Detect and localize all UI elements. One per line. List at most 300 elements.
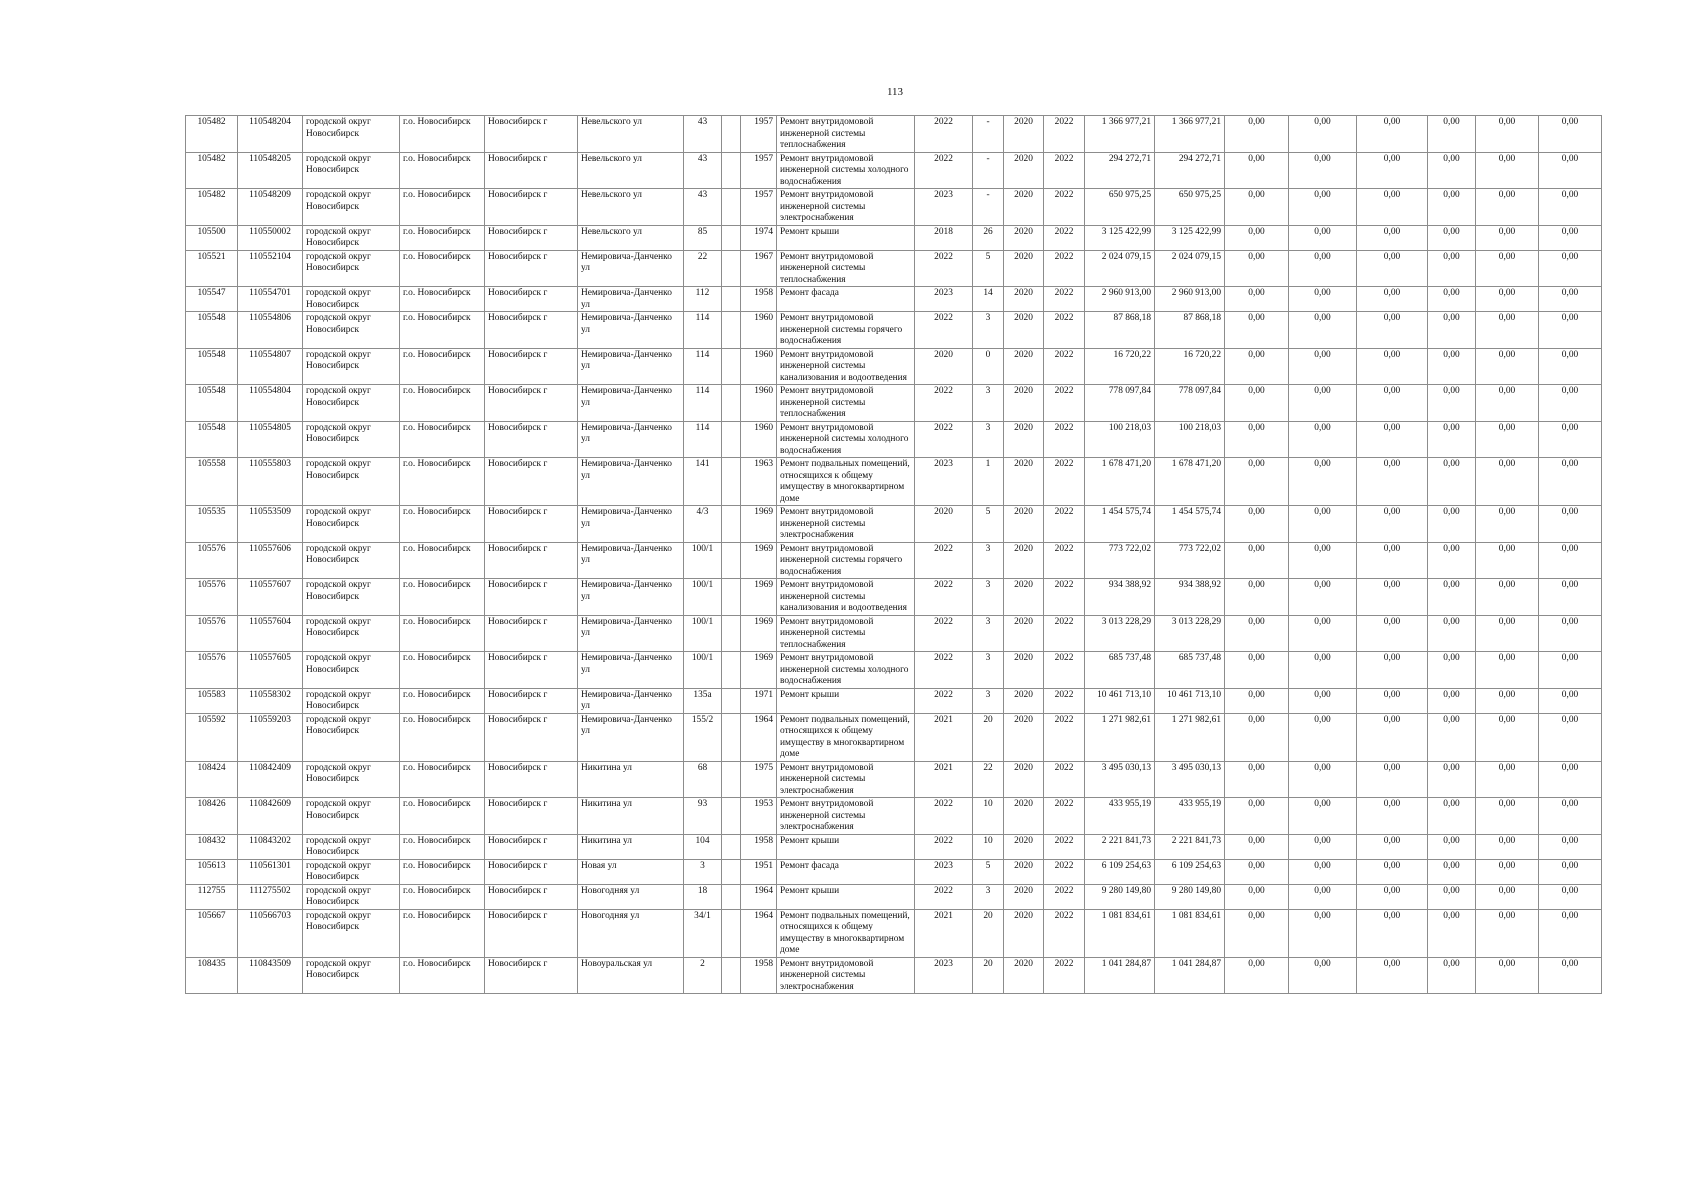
cell-value-3: 0,00	[1357, 859, 1428, 884]
cell-street: Немировича-Данченко ул	[578, 458, 684, 506]
cell-value-1: 0,00	[1225, 385, 1289, 422]
cell-cost-total: 773 722,02	[1085, 542, 1155, 579]
cell-building	[722, 116, 741, 153]
cell-work-type: Ремонт внутридомовой инженерной системы теплоснабжения	[777, 615, 915, 652]
cell-house-number: 104	[684, 834, 722, 859]
cell-value-1: 0,00	[1225, 458, 1289, 506]
cell-value-3: 0,00	[1357, 116, 1428, 153]
cell-cost-total: 778 097,84	[1085, 385, 1155, 422]
cell-value-2: 0,00	[1289, 116, 1357, 153]
cell-value-5: 0,00	[1476, 312, 1539, 349]
cell-street: Немировича-Данченко ул	[578, 506, 684, 543]
cell-value-1: 0,00	[1225, 152, 1289, 189]
cell-cost-fund: 1 271 982,61	[1155, 713, 1225, 761]
cell-cost-fund: 433 955,19	[1155, 798, 1225, 835]
cell-house-number: 43	[684, 152, 722, 189]
cell-year-from: 2020	[1004, 348, 1044, 385]
cell-value-6: 0,00	[1539, 189, 1602, 226]
cell-plan-year: 2023	[915, 957, 973, 994]
cell-municipality: г.о. Новосибирск	[400, 859, 485, 884]
cell-building	[722, 713, 741, 761]
cell-municipality: г.о. Новосибирск	[400, 542, 485, 579]
cell-city: Новосибирск г	[485, 287, 578, 312]
cell-year-built: 1974	[741, 225, 777, 250]
cell-work-code: 110554804	[238, 385, 303, 422]
cell-cost-fund: 685 737,48	[1155, 652, 1225, 689]
cell-plan-year: 2022	[915, 385, 973, 422]
cell-house-id: 105576	[186, 652, 238, 689]
cell-value-5: 0,00	[1476, 542, 1539, 579]
cell-district: городской округ Новосибирск	[303, 579, 400, 616]
cell-work-code: 110557607	[238, 579, 303, 616]
table-row	[186, 116, 1602, 153]
cell-value-3: 0,00	[1357, 542, 1428, 579]
cell-house-id: 105576	[186, 579, 238, 616]
cell-building	[722, 385, 741, 422]
cell-year-from: 2020	[1004, 688, 1044, 713]
cell-house-id: 108432	[186, 834, 238, 859]
cell-value-6: 0,00	[1539, 761, 1602, 798]
cell-building	[722, 152, 741, 189]
cell-year-to: 2022	[1044, 225, 1085, 250]
cell-cost-fund: 294 272,71	[1155, 152, 1225, 189]
cell-house-number: 85	[684, 225, 722, 250]
cell-value-4: 0,00	[1428, 957, 1476, 994]
cell-value-1: 0,00	[1225, 421, 1289, 458]
cell-value-2: 0,00	[1289, 884, 1357, 909]
cell-year-to: 2022	[1044, 116, 1085, 153]
table-row	[186, 287, 1602, 312]
cell-work-type: Ремонт внутридомовой инженерной системы холодного водоснабжения	[777, 152, 915, 189]
cell-value-4: 0,00	[1428, 152, 1476, 189]
cell-year-from: 2020	[1004, 652, 1044, 689]
cell-year-built: 1958	[741, 834, 777, 859]
cell-value-1: 0,00	[1225, 189, 1289, 226]
cell-value-2: 0,00	[1289, 250, 1357, 287]
cell-cost-total: 16 720,22	[1085, 348, 1155, 385]
cell-value-1: 0,00	[1225, 250, 1289, 287]
cell-plan-year: 2022	[915, 798, 973, 835]
cell-cost-fund: 773 722,02	[1155, 542, 1225, 579]
cell-plan-year: 2022	[915, 884, 973, 909]
cell-work-code: 110554806	[238, 312, 303, 349]
cell-cost-total: 3 125 422,99	[1085, 225, 1155, 250]
cell-year-built: 1957	[741, 116, 777, 153]
cell-cost-fund: 1 454 575,74	[1155, 506, 1225, 543]
table-row	[186, 579, 1602, 616]
cell-value-4: 0,00	[1428, 189, 1476, 226]
cell-value-5: 0,00	[1476, 909, 1539, 957]
cell-district: городской округ Новосибирск	[303, 348, 400, 385]
page-number: 113	[886, 86, 904, 98]
cell-work-code: 110554701	[238, 287, 303, 312]
cell-cost-total: 6 109 254,63	[1085, 859, 1155, 884]
cell-year-to: 2022	[1044, 542, 1085, 579]
cell-work-code: 111275502	[238, 884, 303, 909]
cell-value-3: 0,00	[1357, 688, 1428, 713]
cell-street: Немировича-Данченко ул	[578, 385, 684, 422]
cell-city: Новосибирск г	[485, 957, 578, 994]
cell-year-built: 1963	[741, 458, 777, 506]
cell-value-1: 0,00	[1225, 348, 1289, 385]
cell-value-3: 0,00	[1357, 834, 1428, 859]
cell-year-built: 1971	[741, 688, 777, 713]
cell-year-built: 1953	[741, 798, 777, 835]
cell-plan-year: 2022	[915, 579, 973, 616]
cell-work-code: 110566703	[238, 909, 303, 957]
cell-year-from: 2020	[1004, 225, 1044, 250]
cell-city: Новосибирск г	[485, 798, 578, 835]
cell-work-type: Ремонт фасада	[777, 287, 915, 312]
cell-value-1: 0,00	[1225, 287, 1289, 312]
cell-value-6: 0,00	[1539, 348, 1602, 385]
cell-value-5: 0,00	[1476, 385, 1539, 422]
cell-value-1: 0,00	[1225, 761, 1289, 798]
cell-year-to: 2022	[1044, 884, 1085, 909]
cell-cost-fund: 3 495 030,13	[1155, 761, 1225, 798]
cell-value-6: 0,00	[1539, 421, 1602, 458]
cell-house-id: 105667	[186, 909, 238, 957]
cell-deviation: 20	[973, 909, 1004, 957]
cell-cost-fund: 2 221 841,73	[1155, 834, 1225, 859]
cell-cost-total: 1 454 575,74	[1085, 506, 1155, 543]
cell-year-built: 1951	[741, 859, 777, 884]
table-row	[186, 688, 1602, 713]
cell-value-6: 0,00	[1539, 506, 1602, 543]
cell-district: городской округ Новосибирск	[303, 225, 400, 250]
cell-municipality: г.о. Новосибирск	[400, 615, 485, 652]
cell-cost-fund: 3 013 228,29	[1155, 615, 1225, 652]
cell-year-from: 2020	[1004, 615, 1044, 652]
cell-value-3: 0,00	[1357, 798, 1428, 835]
cell-city: Новосибирск г	[485, 152, 578, 189]
cell-year-from: 2020	[1004, 506, 1044, 543]
cell-cost-fund: 934 388,92	[1155, 579, 1225, 616]
cell-municipality: г.о. Новосибирск	[400, 579, 485, 616]
cell-plan-year: 2022	[915, 688, 973, 713]
cell-building	[722, 859, 741, 884]
cell-year-from: 2020	[1004, 834, 1044, 859]
cell-deviation: 10	[973, 798, 1004, 835]
table-row	[186, 909, 1602, 957]
cell-district: городской округ Новосибирск	[303, 506, 400, 543]
cell-value-4: 0,00	[1428, 798, 1476, 835]
cell-plan-year: 2022	[915, 250, 973, 287]
cell-value-3: 0,00	[1357, 189, 1428, 226]
cell-year-from: 2020	[1004, 884, 1044, 909]
cell-value-2: 0,00	[1289, 542, 1357, 579]
cell-municipality: г.о. Новосибирск	[400, 957, 485, 994]
cell-work-type: Ремонт внутридомовой инженерной системы теплоснабжения	[777, 116, 915, 153]
cell-building	[722, 615, 741, 652]
cell-deviation: 3	[973, 688, 1004, 713]
cell-street: Немировича-Данченко ул	[578, 713, 684, 761]
cell-street: Невельского ул	[578, 152, 684, 189]
cell-building	[722, 798, 741, 835]
cell-value-5: 0,00	[1476, 761, 1539, 798]
cell-building	[722, 250, 741, 287]
cell-year-built: 1964	[741, 884, 777, 909]
cell-city: Новосибирск г	[485, 761, 578, 798]
cell-district: городской округ Новосибирск	[303, 421, 400, 458]
cell-value-6: 0,00	[1539, 287, 1602, 312]
cell-value-5: 0,00	[1476, 884, 1539, 909]
cell-work-type: Ремонт внутридомовой инженерной системы канализования и водоотведения	[777, 348, 915, 385]
cell-city: Новосибирск г	[485, 688, 578, 713]
cell-street: Немировича-Данченко ул	[578, 615, 684, 652]
cell-city: Новосибирск г	[485, 652, 578, 689]
cell-plan-year: 2022	[915, 421, 973, 458]
cell-work-code: 110548204	[238, 116, 303, 153]
cell-district: городской округ Новосибирск	[303, 688, 400, 713]
cell-cost-fund: 1 678 471,20	[1155, 458, 1225, 506]
cell-value-4: 0,00	[1428, 312, 1476, 349]
cell-city: Новосибирск г	[485, 312, 578, 349]
cell-year-to: 2022	[1044, 579, 1085, 616]
cell-value-5: 0,00	[1476, 421, 1539, 458]
cell-year-from: 2020	[1004, 713, 1044, 761]
cell-house-number: 22	[684, 250, 722, 287]
cell-value-3: 0,00	[1357, 421, 1428, 458]
cell-deviation: 3	[973, 542, 1004, 579]
cell-city: Новосибирск г	[485, 250, 578, 287]
cell-value-4: 0,00	[1428, 688, 1476, 713]
cell-year-built: 1957	[741, 152, 777, 189]
cell-cost-total: 87 868,18	[1085, 312, 1155, 349]
cell-city: Новосибирск г	[485, 579, 578, 616]
cell-street: Немировича-Данченко ул	[578, 688, 684, 713]
table-row	[186, 798, 1602, 835]
cell-value-5: 0,00	[1476, 798, 1539, 835]
table-row	[186, 957, 1602, 994]
cell-year-built: 1957	[741, 189, 777, 226]
cell-street: Немировича-Данченко ул	[578, 312, 684, 349]
cell-work-code: 110561301	[238, 859, 303, 884]
cell-value-3: 0,00	[1357, 761, 1428, 798]
cell-year-to: 2022	[1044, 859, 1085, 884]
cell-value-2: 0,00	[1289, 189, 1357, 226]
cell-work-code: 110554807	[238, 348, 303, 385]
cell-value-3: 0,00	[1357, 884, 1428, 909]
cell-year-built: 1969	[741, 652, 777, 689]
cell-street: Никитина ул	[578, 798, 684, 835]
cell-year-built: 1975	[741, 761, 777, 798]
cell-value-6: 0,00	[1539, 152, 1602, 189]
cell-value-6: 0,00	[1539, 652, 1602, 689]
cell-year-to: 2022	[1044, 506, 1085, 543]
cell-cost-fund: 1 081 834,61	[1155, 909, 1225, 957]
cell-district: городской округ Новосибирск	[303, 909, 400, 957]
cell-street: Невельского ул	[578, 116, 684, 153]
cell-district: городской округ Новосибирск	[303, 834, 400, 859]
cell-deviation: 3	[973, 652, 1004, 689]
cell-city: Новосибирск г	[485, 859, 578, 884]
cell-value-5: 0,00	[1476, 579, 1539, 616]
cell-value-3: 0,00	[1357, 225, 1428, 250]
cell-value-1: 0,00	[1225, 884, 1289, 909]
cell-work-code: 110548205	[238, 152, 303, 189]
cell-year-built: 1969	[741, 615, 777, 652]
cell-cost-fund: 2 960 913,00	[1155, 287, 1225, 312]
cell-house-id: 105535	[186, 506, 238, 543]
cell-value-3: 0,00	[1357, 909, 1428, 957]
cell-building	[722, 909, 741, 957]
cell-deviation: 26	[973, 225, 1004, 250]
cell-value-4: 0,00	[1428, 834, 1476, 859]
cell-street: Никитина ул	[578, 834, 684, 859]
cell-deviation: 3	[973, 615, 1004, 652]
table-row	[186, 348, 1602, 385]
cell-cost-fund: 100 218,03	[1155, 421, 1225, 458]
cell-house-id: 105583	[186, 688, 238, 713]
cell-municipality: г.о. Новосибирск	[400, 798, 485, 835]
cell-work-type: Ремонт внутридомовой инженерной системы электроснабжения	[777, 957, 915, 994]
cell-year-from: 2020	[1004, 909, 1044, 957]
cell-street: Новогодняя ул	[578, 909, 684, 957]
cell-deviation: 20	[973, 957, 1004, 994]
cell-work-type: Ремонт внутридомовой инженерной системы холодного водоснабжения	[777, 652, 915, 689]
cell-year-built: 1969	[741, 579, 777, 616]
cell-city: Новосибирск г	[485, 421, 578, 458]
cell-value-4: 0,00	[1428, 506, 1476, 543]
cell-value-6: 0,00	[1539, 615, 1602, 652]
cell-value-4: 0,00	[1428, 421, 1476, 458]
cell-value-3: 0,00	[1357, 312, 1428, 349]
cell-deviation: -	[973, 189, 1004, 226]
cell-district: городской округ Новосибирск	[303, 884, 400, 909]
cell-value-6: 0,00	[1539, 116, 1602, 153]
cell-house-number: 141	[684, 458, 722, 506]
cell-work-code: 110842609	[238, 798, 303, 835]
cell-cost-fund: 9 280 149,80	[1155, 884, 1225, 909]
cell-value-1: 0,00	[1225, 688, 1289, 713]
cell-house-number: 100/1	[684, 615, 722, 652]
cell-house-id: 105613	[186, 859, 238, 884]
cell-building	[722, 957, 741, 994]
cell-year-to: 2022	[1044, 957, 1085, 994]
cell-cost-total: 433 955,19	[1085, 798, 1155, 835]
cell-house-id: 105548	[186, 348, 238, 385]
cell-work-type: Ремонт крыши	[777, 225, 915, 250]
cell-district: городской округ Новосибирск	[303, 116, 400, 153]
cell-value-1: 0,00	[1225, 615, 1289, 652]
cell-house-id: 105482	[186, 116, 238, 153]
cell-deviation: 3	[973, 884, 1004, 909]
cell-street: Немировича-Данченко ул	[578, 542, 684, 579]
cell-value-3: 0,00	[1357, 348, 1428, 385]
cell-work-type: Ремонт крыши	[777, 688, 915, 713]
cell-year-to: 2022	[1044, 688, 1085, 713]
cell-cost-fund: 1 041 284,87	[1155, 957, 1225, 994]
cell-value-5: 0,00	[1476, 859, 1539, 884]
cell-work-code: 110557604	[238, 615, 303, 652]
cell-work-type: Ремонт подвальных помещений, относящихся к общему имуществу в многоквартирном доме	[777, 909, 915, 957]
cell-cost-total: 294 272,71	[1085, 152, 1155, 189]
table-body	[186, 116, 1602, 994]
cell-city: Новосибирск г	[485, 189, 578, 226]
cell-year-built: 1958	[741, 957, 777, 994]
cell-plan-year: 2022	[915, 152, 973, 189]
table-row	[186, 884, 1602, 909]
cell-cost-total: 2 221 841,73	[1085, 834, 1155, 859]
cell-year-built: 1960	[741, 312, 777, 349]
cell-value-4: 0,00	[1428, 713, 1476, 761]
cell-work-type: Ремонт внутридомовой инженерной системы электроснабжения	[777, 189, 915, 226]
cell-cost-total: 1 366 977,21	[1085, 116, 1155, 153]
cell-value-2: 0,00	[1289, 421, 1357, 458]
cell-city: Новосибирск г	[485, 834, 578, 859]
cell-value-6: 0,00	[1539, 542, 1602, 579]
cell-year-from: 2020	[1004, 312, 1044, 349]
cell-house-number: 2	[684, 957, 722, 994]
cell-street: Немировича-Данченко ул	[578, 348, 684, 385]
cell-value-3: 0,00	[1357, 458, 1428, 506]
cell-value-1: 0,00	[1225, 798, 1289, 835]
cell-house-id: 105521	[186, 250, 238, 287]
cell-value-5: 0,00	[1476, 287, 1539, 312]
cell-plan-year: 2022	[915, 116, 973, 153]
cell-district: городской округ Новосибирск	[303, 652, 400, 689]
cell-year-from: 2020	[1004, 859, 1044, 884]
cell-house-id: 105576	[186, 615, 238, 652]
cell-house-number: 68	[684, 761, 722, 798]
cell-cost-total: 934 388,92	[1085, 579, 1155, 616]
cell-building	[722, 225, 741, 250]
cell-building	[722, 189, 741, 226]
cell-year-built: 1964	[741, 713, 777, 761]
cell-house-number: 112	[684, 287, 722, 312]
cell-street: Новогодняя ул	[578, 884, 684, 909]
cell-building	[722, 834, 741, 859]
cell-building	[722, 287, 741, 312]
cell-work-type: Ремонт подвальных помещений, относящихся к общему имуществу в многоквартирном доме	[777, 713, 915, 761]
cell-city: Новосибирск г	[485, 458, 578, 506]
cell-year-from: 2020	[1004, 116, 1044, 153]
cell-cost-total: 685 737,48	[1085, 652, 1155, 689]
cell-house-number: 18	[684, 884, 722, 909]
cell-city: Новосибирск г	[485, 116, 578, 153]
cell-value-4: 0,00	[1428, 458, 1476, 506]
cell-value-4: 0,00	[1428, 615, 1476, 652]
cell-value-5: 0,00	[1476, 506, 1539, 543]
cell-value-2: 0,00	[1289, 615, 1357, 652]
cell-district: городской округ Новосибирск	[303, 859, 400, 884]
cell-value-4: 0,00	[1428, 225, 1476, 250]
cell-value-4: 0,00	[1428, 909, 1476, 957]
cell-cost-total: 2 960 913,00	[1085, 287, 1155, 312]
cell-value-3: 0,00	[1357, 506, 1428, 543]
cell-year-to: 2022	[1044, 798, 1085, 835]
cell-value-2: 0,00	[1289, 348, 1357, 385]
cell-district: городской округ Новосибирск	[303, 287, 400, 312]
cell-building	[722, 688, 741, 713]
cell-deviation: 5	[973, 859, 1004, 884]
cell-municipality: г.о. Новосибирск	[400, 506, 485, 543]
cell-work-code: 110555803	[238, 458, 303, 506]
cell-municipality: г.о. Новосибирск	[400, 713, 485, 761]
table-row	[186, 152, 1602, 189]
cell-municipality: г.о. Новосибирск	[400, 250, 485, 287]
cell-year-built: 1969	[741, 542, 777, 579]
cell-value-1: 0,00	[1225, 834, 1289, 859]
cell-value-1: 0,00	[1225, 542, 1289, 579]
cell-work-type: Ремонт внутридомовой инженерной системы электроснабжения	[777, 798, 915, 835]
cell-value-4: 0,00	[1428, 652, 1476, 689]
cell-value-1: 0,00	[1225, 225, 1289, 250]
cell-municipality: г.о. Новосибирск	[400, 312, 485, 349]
cell-house-number: 155/2	[684, 713, 722, 761]
cell-street: Невельского ул	[578, 189, 684, 226]
